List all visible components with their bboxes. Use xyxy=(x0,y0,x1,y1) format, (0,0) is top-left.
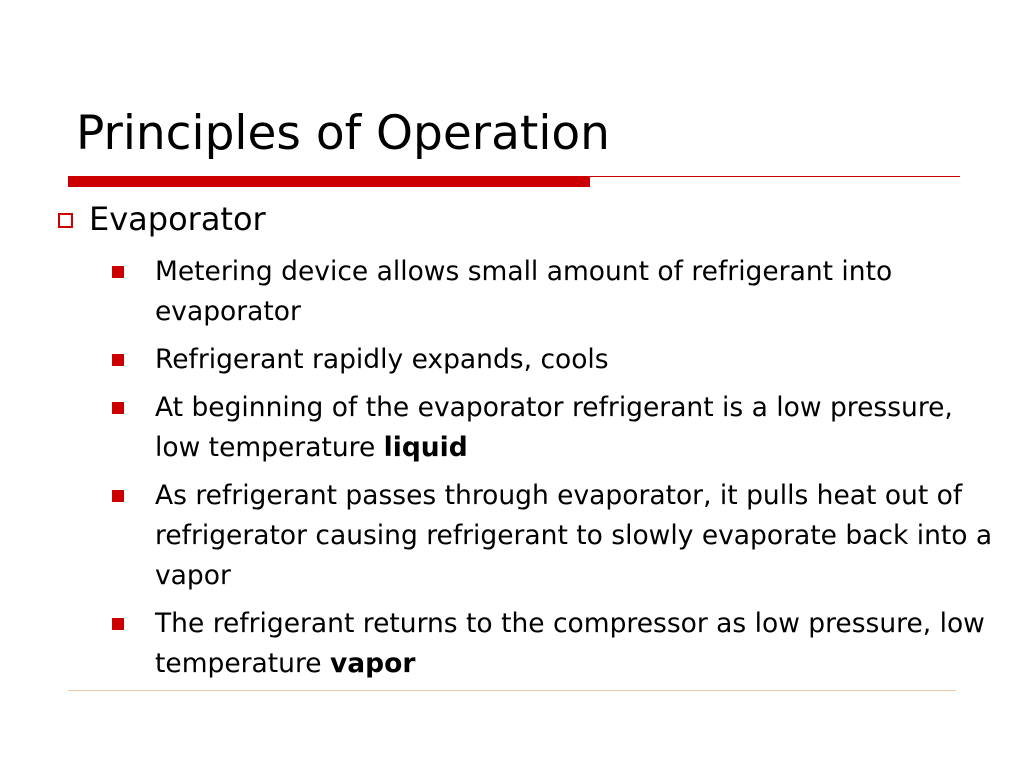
title-underline-thin xyxy=(590,176,960,177)
filled-square-icon xyxy=(112,490,124,502)
bullet-level1-evaporator xyxy=(58,197,266,241)
sub-bullet-item xyxy=(110,388,1000,468)
filled-square-icon xyxy=(112,266,124,278)
slide-title: Principles of Operation xyxy=(76,106,610,161)
sub-bullet-item xyxy=(110,476,1000,596)
filled-square-icon xyxy=(112,402,124,414)
sub-bullet-text: At beginning of the evaporator refrigerant is a low pressure, low temperature xyxy=(155,392,953,463)
footer-rule xyxy=(68,690,956,691)
sub-bullet-bold-word: vapor xyxy=(330,648,416,679)
filled-square-icon xyxy=(112,618,124,630)
sub-bullet-bold-word: liquid xyxy=(383,432,468,463)
title-underline-thick xyxy=(68,176,590,187)
sub-bullet-item xyxy=(110,252,1000,332)
sub-bullet-item xyxy=(110,604,1000,684)
sub-bullet-text: The refrigerant returns to the compressor as low pressure, low temperature xyxy=(155,608,985,679)
hollow-square-icon xyxy=(58,213,73,228)
sub-bullet-text: Metering device allows small amount of refrigerant into evaporator xyxy=(155,256,893,327)
sub-bullet-text: Refrigerant rapidly expands, cools xyxy=(155,344,609,375)
filled-square-icon xyxy=(112,354,124,366)
bullet-level1-text: Evaporator xyxy=(89,200,266,238)
sub-bullet-item xyxy=(110,340,1000,380)
sub-bullet-text: As refrigerant passes through evaporator, it pulls heat out of refrigerator causing refrigerant to slowly evaporate back into a vapor xyxy=(155,480,993,591)
sub-bullet-list xyxy=(110,252,1000,692)
